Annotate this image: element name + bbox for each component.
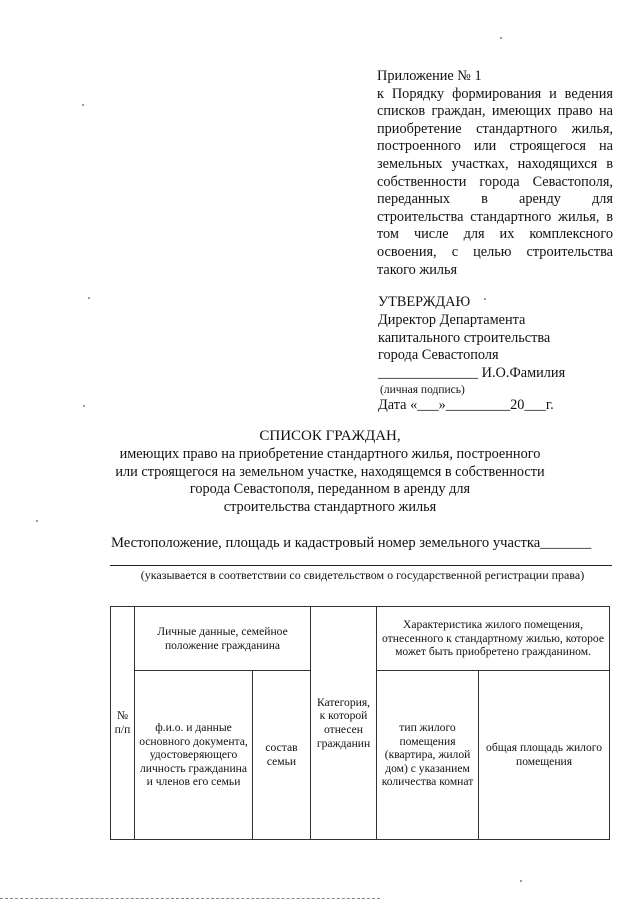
scan-speck [83,405,85,407]
citizens-table [110,606,610,840]
header-personal-data: Личные данные, семейное положение гражданина [135,607,311,671]
header-category: Категория, к которой отнесен гражданин [311,607,377,840]
header-housing: Характеристика жилого помещения, отнесенного к стандартному жилью, которое может быть приобретено гражданином. [377,607,610,671]
list-title-block [100,428,560,517]
list-subtitle-1: имеющих право на приобретение стандартного жилья, построенного [119,445,541,462]
scan-speck [484,298,486,300]
date-line: Дата «___»_________20___г. [378,396,554,413]
appendix-title: Приложение № 1 [377,68,482,84]
scan-speck [36,520,38,522]
scan-speck [82,104,84,106]
approval-position-2: капитального строительства [378,329,551,346]
signature-caption: (личная подпись) [380,383,465,396]
approval-position-1: Директор Департамента [378,311,526,328]
subheader-area: общая площадь жилого помещения [479,671,610,840]
scan-speck [500,37,502,39]
list-subtitle-3: города Севастополя, переданном в аренду для [189,481,471,498]
scan-speck [88,297,90,299]
list-subtitle-2: или строящегося на земельном участке, находящемся в собственности [115,463,545,480]
location-note: (указывается в соответствии со свидетельством о государственной регистрации права) [140,568,585,582]
appendix-body: к Порядку формирования и ведения списков граждан, имеющих право на приобретение стандартного жилья, построенного или строящегося на земельных участках, находящихся в собственности города Севастополя, переданных в аренду для строительства стандартного жилья, в том числе для их комплексного освоения, с целью строительства такого жилья [377,85,613,278]
subheader-family: состав семьи [253,671,311,840]
subheader-housing-type: тип жилого помещения (квартира, жилой дом) с указанием количества комнат [377,671,479,840]
subheader-fio: ф.и.о. и данные основного документа, удостоверяющего личность гражданина и членов его семьи [135,671,253,840]
list-subtitle-4: строительства стандартного жилья [223,499,437,516]
scan-speck [520,880,522,882]
signature-line: ______________ И.О.Фамилия [378,365,566,382]
location-underline [110,565,612,566]
approval-position-3: города Севастополя [378,347,499,364]
list-title: СПИСОК ГРАЖДАН, [259,428,401,444]
approval-heading: УТВЕРЖДАЮ [378,294,471,310]
header-number: № п/п [111,607,135,840]
approval-block [378,294,618,415]
scan-edge-line [0,898,380,899]
location-label: Местоположение, площадь и кадастровый номер земельного участка_______ [111,535,592,551]
appendix-block [377,68,613,279]
